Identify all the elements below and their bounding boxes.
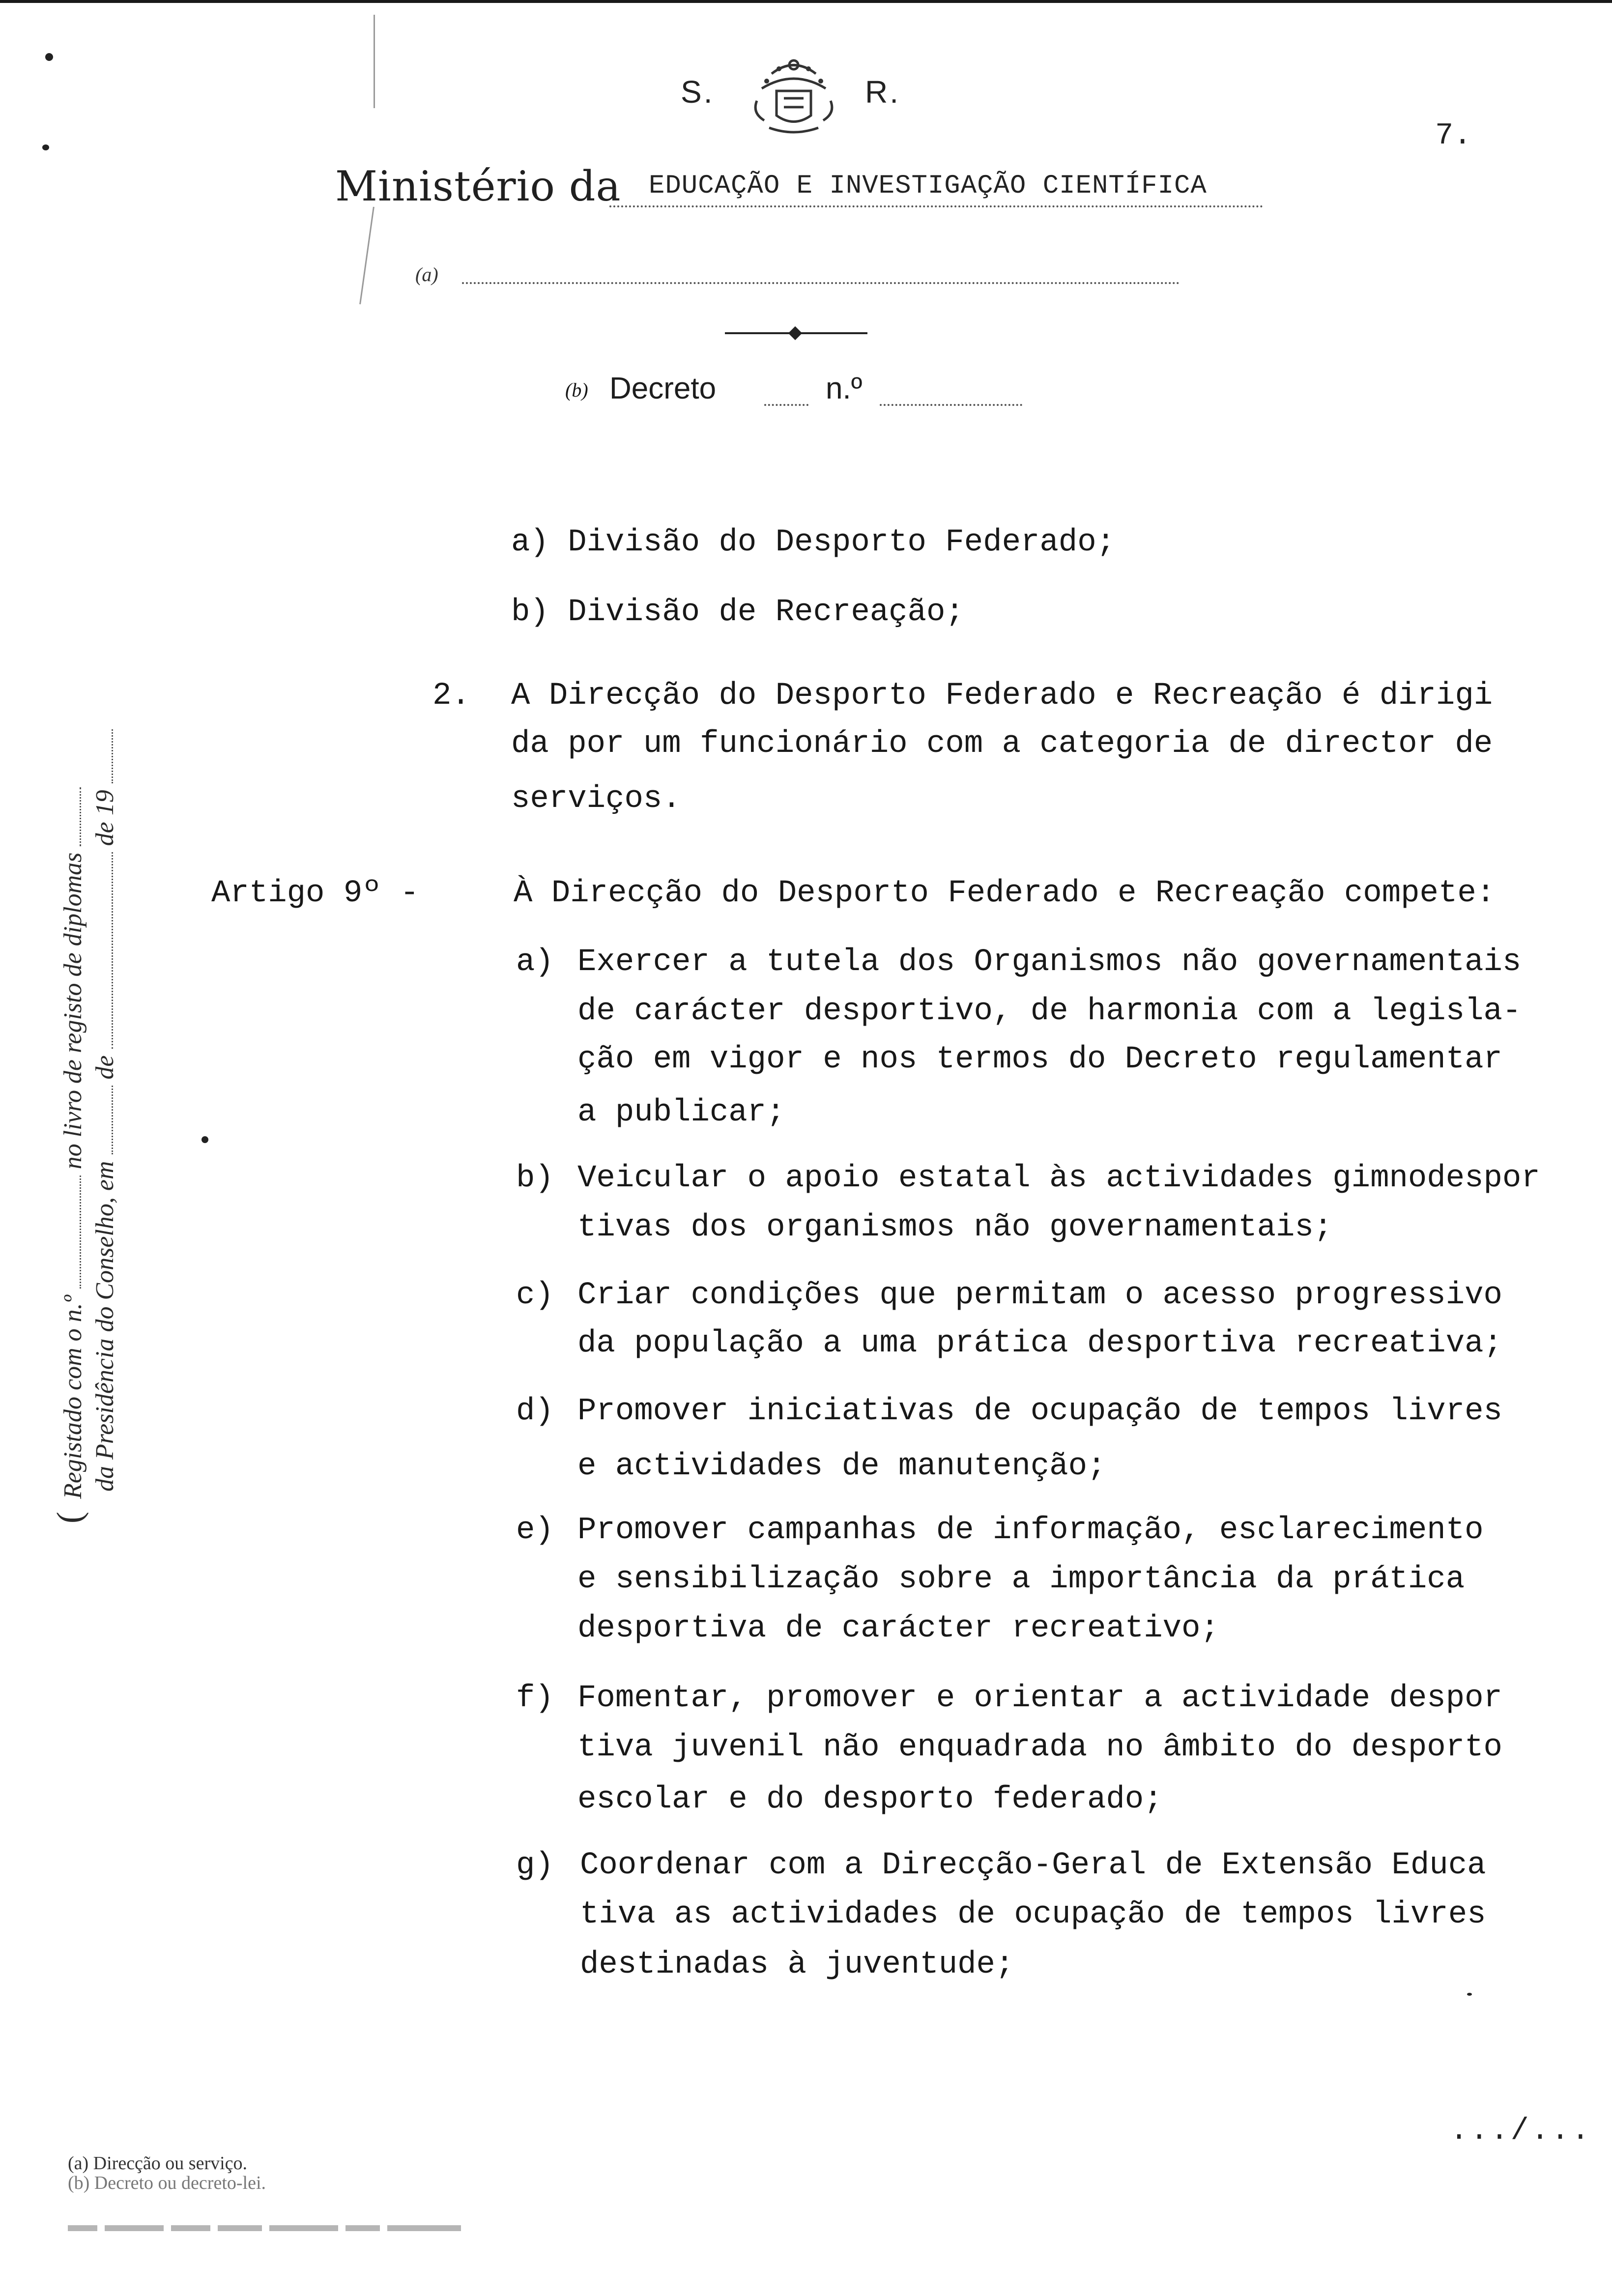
speck bbox=[1467, 1993, 1472, 1996]
speck bbox=[202, 1136, 208, 1143]
faint-mark bbox=[374, 15, 375, 108]
registration-sidebar bbox=[49, 729, 132, 1523]
decree-dotted-line bbox=[764, 404, 808, 406]
item-line: Criar condições que permitam o acesso progressivo bbox=[577, 1278, 1502, 1313]
item-line: Exercer a tutela dos Organismos não governamentais bbox=[577, 945, 1522, 980]
header-right-letter: R. bbox=[865, 74, 900, 110]
item-line: Promover campanhas de informação, esclarecimento bbox=[577, 1513, 1484, 1548]
item-line: tiva juvenil não enquadrada no âmbito do desporto bbox=[577, 1730, 1502, 1765]
header-left-letter: S. bbox=[681, 74, 715, 110]
registration-text: registo de diplomas bbox=[59, 852, 87, 1053]
registration-text: de bbox=[91, 1055, 119, 1080]
item-line: a publicar; bbox=[577, 1095, 785, 1130]
item-line: tivas dos organismos não governamentais; bbox=[577, 1210, 1333, 1245]
footnote-a: (a) Direcção ou serviço. bbox=[68, 2153, 248, 2174]
item-line: Coordenar com a Direcção-Geral de Extensão Educa bbox=[580, 1848, 1486, 1883]
item-line: Veicular o apoio estatal às actividades gimnodespor bbox=[577, 1161, 1540, 1196]
line-a-dotted-line bbox=[462, 282, 1180, 284]
decree-b-label: (b) bbox=[565, 379, 588, 401]
item-line: e actividades de manutenção; bbox=[577, 1449, 1106, 1484]
decree-number-label: n.º bbox=[826, 372, 863, 405]
decree-number-dotted-line bbox=[880, 404, 1022, 406]
paragraph-line: serviços. bbox=[511, 781, 681, 817]
item-letter: a) bbox=[516, 945, 554, 980]
ornament-diamond bbox=[788, 326, 802, 340]
item-line: Promover iniciativas de ocupação de tempos livres bbox=[577, 1394, 1502, 1429]
ministry-dotted-line bbox=[609, 205, 1263, 207]
item-line: ção em vigor e nos termos do Decreto regulamentar bbox=[577, 1042, 1502, 1077]
item-line: da população a uma prática desportiva recreativa; bbox=[577, 1326, 1502, 1361]
paragraph-number: 2. bbox=[432, 678, 470, 714]
registration-line-2 bbox=[90, 729, 132, 1523]
item-letter: c) bbox=[516, 1278, 554, 1313]
page-number: 7. bbox=[1435, 118, 1472, 153]
item-letter: d) bbox=[516, 1394, 554, 1429]
item-line: tiva as actividades de ocupação de tempos livres bbox=[580, 1897, 1486, 1932]
item-letter: b) bbox=[516, 1161, 554, 1196]
decree-word: Decreto bbox=[609, 372, 717, 405]
line-a-label: (a) bbox=[415, 263, 438, 286]
paragraph-line: da por um funcionário com a categoria de director de bbox=[511, 726, 1493, 762]
list-item-b: b) Divisão de Recreação; bbox=[511, 595, 964, 630]
item-line: e sensibilização sobre a importância da prática bbox=[577, 1562, 1465, 1597]
ministry-name: EDUCAÇÃO E INVESTIGAÇÃO CIENTÍFICA bbox=[649, 171, 1207, 201]
item-line: escolar e do desporto federado; bbox=[577, 1782, 1163, 1817]
item-letter: g) bbox=[516, 1848, 554, 1883]
faint-mark bbox=[359, 207, 374, 304]
item-line: desportiva de carácter recreativo; bbox=[577, 1611, 1219, 1646]
registration-text: Registado com o n.º bbox=[59, 1295, 87, 1499]
top-border bbox=[0, 0, 1612, 3]
coat-of-arms-icon bbox=[742, 54, 845, 138]
paragraph-line: A Direcção do Desporto Federado e Recreação é dirigi bbox=[511, 678, 1493, 714]
continuation-marker: .../... bbox=[1450, 2113, 1592, 2148]
item-line: destinadas à juventude; bbox=[580, 1947, 1014, 1982]
ministry-label: Ministério da bbox=[335, 162, 621, 210]
speck bbox=[42, 144, 49, 150]
speck bbox=[45, 53, 53, 61]
faint-print-code-mark bbox=[68, 2221, 471, 2236]
registration-text: no livro de bbox=[59, 1059, 87, 1170]
item-line: de carácter desportivo, de harmonia com a legisla- bbox=[577, 994, 1522, 1029]
registration-text: de 19 bbox=[91, 790, 119, 846]
registration-line-1: ( Registado com o n.º no livro de registo de diplomas bbox=[49, 729, 90, 1523]
registration-text: da Presidência do Conselho, em bbox=[91, 1161, 119, 1492]
item-letter: f) bbox=[516, 1681, 554, 1716]
list-item-a: a) Divisão do Desporto Federado; bbox=[511, 525, 1115, 560]
article-intro: À Direcção do Desporto Federado e Recreação compete: bbox=[514, 876, 1496, 911]
item-line: Fomentar, promover e orientar a actividade despor bbox=[577, 1681, 1502, 1716]
article-label: Artigo 9º - bbox=[211, 876, 419, 911]
item-letter: e) bbox=[516, 1513, 554, 1548]
footnote-b: (b) Decreto ou decreto-lei. bbox=[68, 2173, 266, 2193]
